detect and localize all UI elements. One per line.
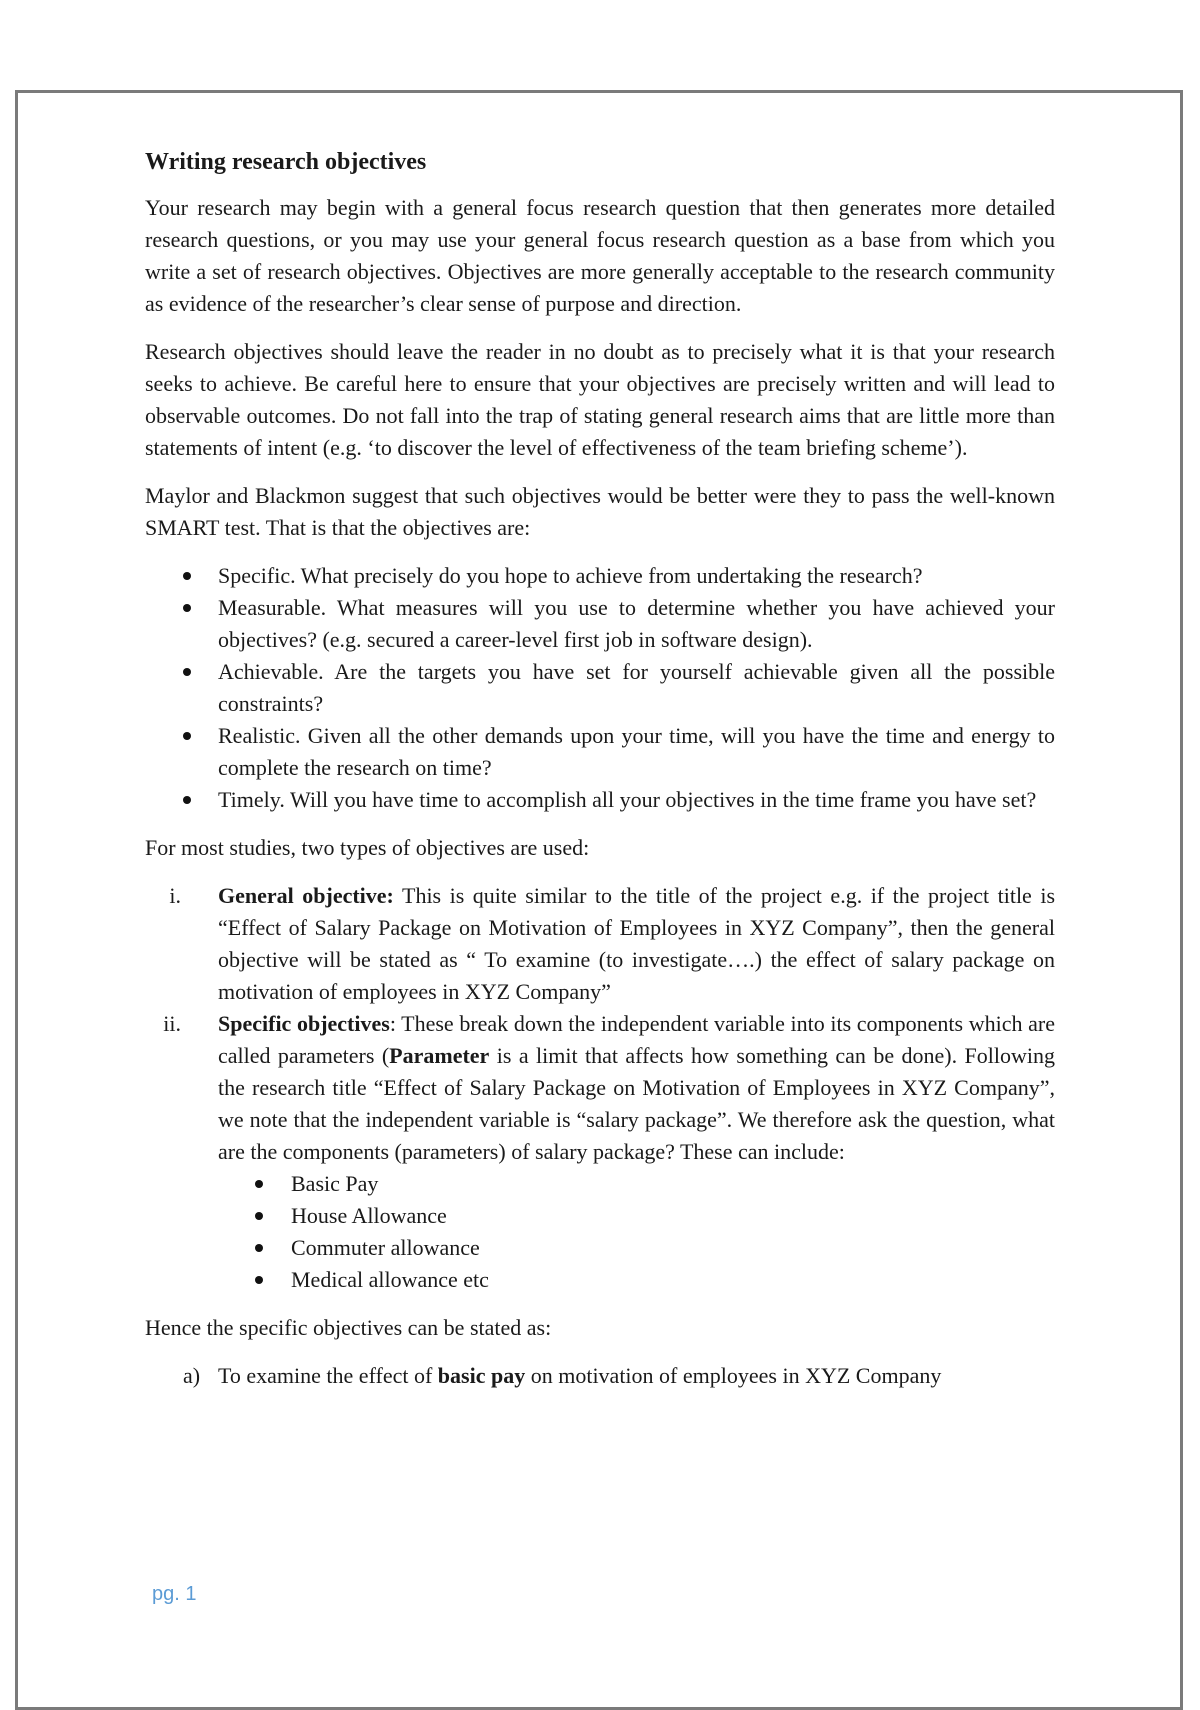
list-marker: ii. <box>163 1011 181 1036</box>
paragraph-intro: Your research may begin with a general focus research question that then generates more detailed research questions, or you may use your general focus research question as a base from which you write a set of research objectives. Objectives are more generally acceptable to the research community as evidence of the researcher’s clear sense of purpose and direction. <box>145 195 1055 316</box>
list-marker: a) <box>183 1363 201 1388</box>
general-objective-text: This is quite similar to the title of the project e.g. if the project title is “Effect of Salary Package on Motivation of Employees in XYZ Company”, then the general objective will be stated as “ To examine (to investigate….) the effect of salary package on motivation of employees in XYZ Company” <box>218 883 1056 1004</box>
paragraph-specific-intro: Hence the specific objectives can be stated as: <box>145 1315 552 1340</box>
list-item: Specific. What precisely do you hope to achieve from undertaking the research? <box>145 560 1055 592</box>
objective-text-continued: on motivation of employees in XYZ Company <box>525 1363 942 1388</box>
smart-list <box>145 560 1055 816</box>
list-item: Medical allowance etc <box>218 1264 1055 1296</box>
objective-types-list <box>145 880 1055 1296</box>
parameter-term: Parameter <box>389 1043 490 1068</box>
list-item: Achievable. Are the targets you have set for yourself achievable given all the possible constraints? <box>145 656 1055 720</box>
document-title: Writing research objectives <box>145 149 427 175</box>
specific-objectives-list <box>145 1360 1055 1392</box>
page-number: pg. 1 <box>152 1583 197 1605</box>
parameters-list <box>218 1168 1055 1296</box>
general-objective-label: General objective: <box>218 883 394 908</box>
list-marker: i. <box>169 883 181 908</box>
paragraph-smart: Maylor and Blackmon suggest that such objectives would be better were they to pass the well-known SMART test. That is that the objectives are: <box>145 483 1055 540</box>
specific-objectives-text: : These break down the independent variable into its components which are called parameters ( <box>218 1011 1055 1068</box>
list-item: Basic Pay <box>218 1168 1055 1200</box>
list-item <box>145 1360 1055 1392</box>
objective-text: To examine the effect of <box>218 1363 438 1388</box>
list-item: Realistic. Given all the other demands upon your time, will you have the time and energy to complete the research on time? <box>145 720 1055 784</box>
objective-keyword: basic pay <box>437 1363 526 1388</box>
list-item: House Allowance <box>218 1200 1055 1232</box>
list-item: Timely. Will you have time to accomplish all your objectives in the time frame you have set? <box>145 784 1055 816</box>
list-item-general-objective <box>145 880 1055 1008</box>
list-item-specific-objectives <box>145 1008 1055 1296</box>
specific-objectives-label: Specific objectives <box>218 1011 390 1036</box>
paragraph-objectives: Research objectives should leave the reader in no doubt as to precisely what it is that your research seeks to achieve. Be careful here to ensure that your objectives are precisely written and will lead to observable outcomes. Do not fall into the trap of stating general research aims that are little more than statements of intent (e.g. ‘to discover the level of effectiveness of the team briefing scheme’). <box>145 339 1055 460</box>
list-item: Commuter allowance <box>218 1232 1055 1264</box>
specific-objectives-text-continued: is a limit that affects how something can be done). Following the research title “Effect of Salary Package on Motivation of Employees in XYZ Company”, we note that the independent variable is “salary package”. We therefore ask the question, what are the components (parameters) of salary package? These can include: <box>218 1043 1055 1164</box>
paragraph-types-intro: For most studies, two types of objectives are used: <box>145 835 590 860</box>
document-body <box>145 146 1055 1392</box>
list-item: Measurable. What measures will you use to determine whether you have achieved your objectives? (e.g. secured a career-level first job in software design). <box>145 592 1055 656</box>
